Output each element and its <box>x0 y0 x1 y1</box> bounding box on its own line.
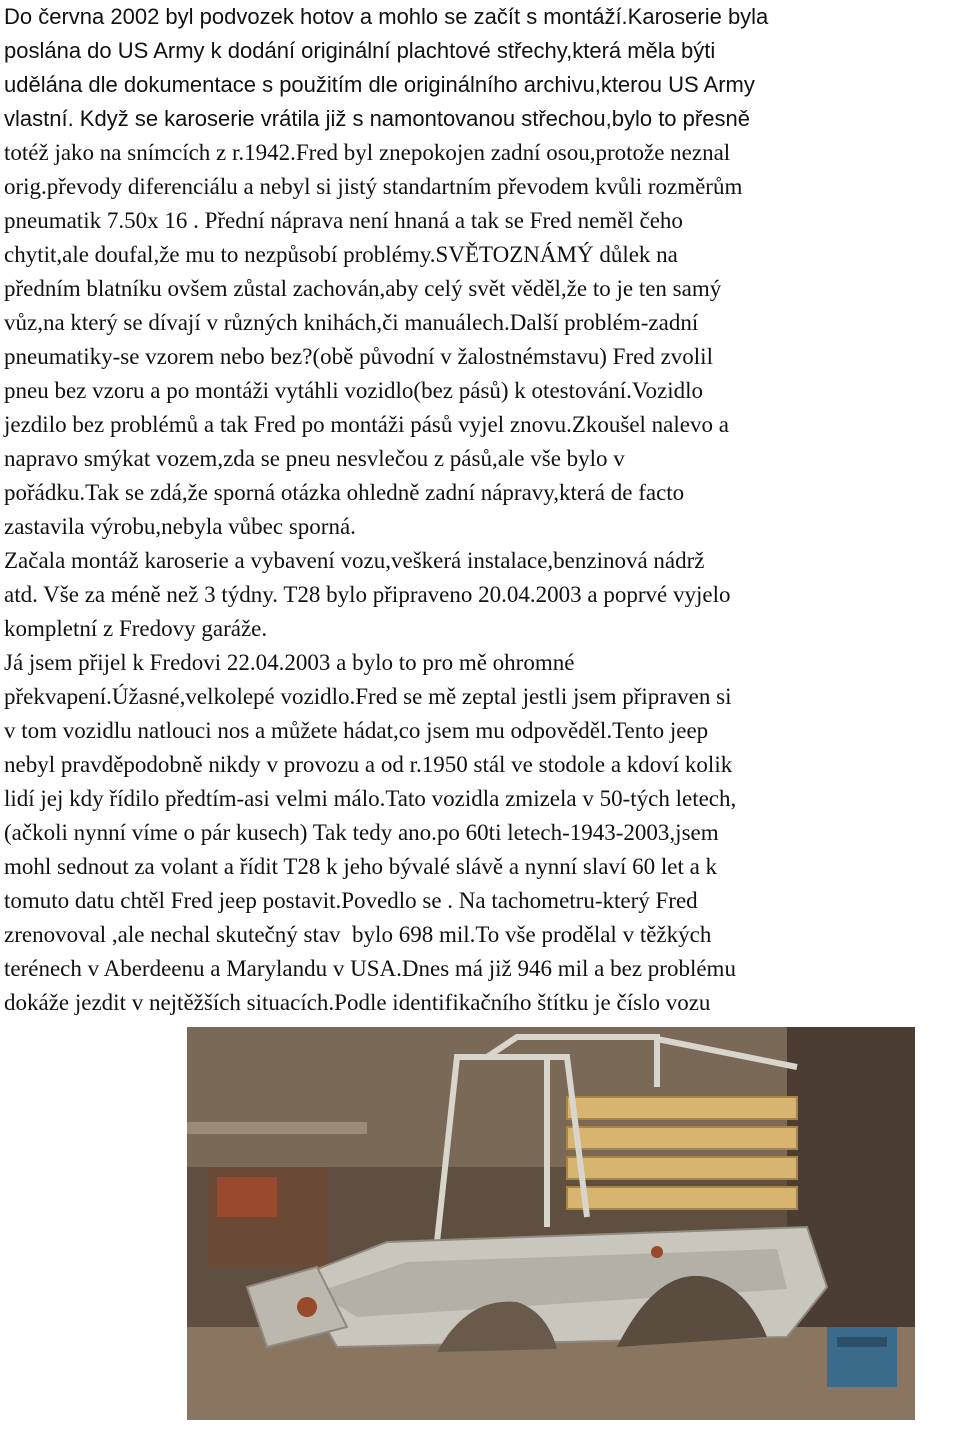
article-line: poslána do US Army k dodání originální plachtové střechy,která měla býti <box>4 38 716 63</box>
article-line: atd. Vše za méně než 3 týdny. T28 bylo připraveno 20.04.2003 a poprvé vyjelo <box>4 582 731 607</box>
article-line: zrenovoval ,ale nechal skutečný stav bylo 698 mil.To vše prodělal v těžkých <box>4 922 712 947</box>
article-line: vůz,na který se dívají v různých knihách,či manuálech.Další problém-zadní <box>4 310 699 335</box>
article-line: vlastní. Když se karoserie vrátila již s namontovanou střechou,bylo to přesně <box>4 106 750 131</box>
article-line: dokáže jezdit v nejtěžších situacích.Podle identifikačního štítku je číslo vozu <box>4 990 711 1015</box>
article-line: pořádku.Tak se zdá,že sporná otázka ohledně zadní nápravy,která de facto <box>4 480 685 505</box>
article-line: terénech v Aberdeenu a Marylandu v USA.Dnes má již 946 mil a bez problému <box>4 956 736 981</box>
article-line: zastavila výrobu,nebyla vůbec sporná. <box>4 514 356 539</box>
article-line: předním blatníku ovšem zůstal zachován,aby celý svět věděl,že to je ten samý <box>4 276 722 301</box>
jeep-photo-illustration <box>187 1027 915 1420</box>
article-line: totéž jako na snímcích z r.1942.Fred byl znepokojen zadní osou,protože neznal <box>4 140 731 165</box>
article-line: nebyl pravděpodobně nikdy v provozu a od r.1950 stál ve stodole a kdoví kolik <box>4 752 733 777</box>
article-line: jezdilo bez problémů a tak Fred po montáži pásů vyjel znovu.Zkoušel nalevo a <box>4 412 729 437</box>
article-line: Do června 2002 byl podvozek hotov a mohlo se začít s montáží.Karoserie byla <box>4 4 769 29</box>
article-line: překvapení.Úžasné,velkolepé vozidlo.Fred se mě zeptal jestli jsem připraven si <box>4 684 732 709</box>
article-line: v tom vozidlu natlouci nos a můžete hádat,co jsem mu odpověděl.Tento jeep <box>4 718 709 743</box>
article-line: lidí jej kdy řídilo předtím-asi velmi málo.Tato vozidla zmizela v 50-tých letech, <box>4 786 737 811</box>
article-line: mohl sednout za volant a řídit T28 k jeho bývalé slávě a nynní slaví 60 let a k <box>4 854 718 879</box>
article-line: napravo smýkat vozem,zda se pneu nesvlečou z pásů,ale vše bylo v <box>4 446 625 471</box>
article-line: pneu bez vzoru a po montáži vytáhli vozidlo(bez pásů) k otestování.Vozidlo <box>4 378 703 403</box>
article-line: pneumatik 7.50x 16 . Přední náprava není hnaná a tak se Fred neměl čeho <box>4 208 683 233</box>
article-line: Já jsem přijel k Fredovi 22.04.2003 a bylo to pro mě ohromné <box>4 650 575 675</box>
article-line: orig.převody diferenciálu a nebyl si jistý standartním převodem kvůli rozměrům <box>4 174 743 199</box>
article-line: pneumatiky-se vzorem nebo bez?(obě původní v žalostnémstavu) Fred zvolil <box>4 344 713 369</box>
photo-jeep-restoration <box>187 1027 915 1420</box>
article-line: udělána dle dokumentace s použitím dle originálního archivu,kterou US Army <box>4 72 755 97</box>
article-line: tomuto datu chtěl Fred jeep postavit.Povedlo se . Na tachometru-který Fred <box>4 888 698 913</box>
article-line: (ačkoli nynní víme o pár kusech) Tak tedy ano.po 60ti letech-1943-2003,jsem <box>4 820 719 845</box>
article-line: Začala montáž karoserie a vybavení vozu,veškerá instalace,benzinová nádrž <box>4 548 705 573</box>
article-text <box>4 0 956 1020</box>
article-line: kompletní z Fredovy garáže. <box>4 616 268 641</box>
article-line: chytit,ale doufal,že mu to nezpůsobí problémy.SVĚTOZNÁMÝ důlek na <box>4 242 678 267</box>
